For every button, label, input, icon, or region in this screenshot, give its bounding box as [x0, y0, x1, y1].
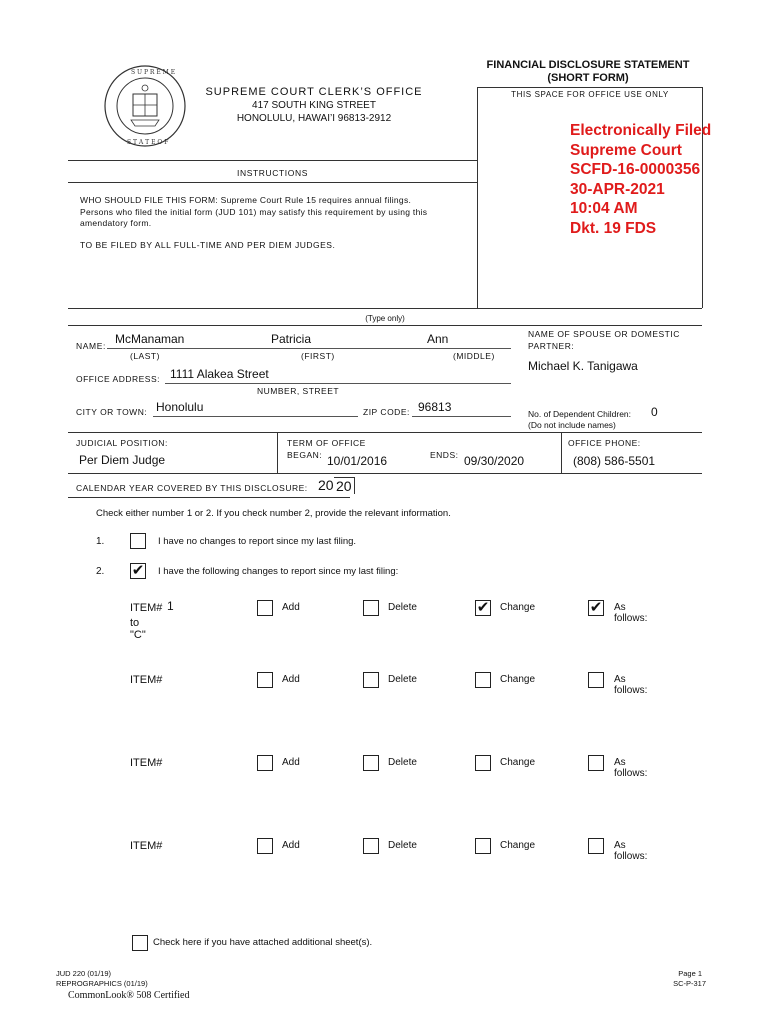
spouse-label-line-2: PARTNER:: [528, 340, 575, 351]
item-as-follows-label: As follows:: [614, 674, 648, 696]
calendar-year-prefix: 20: [318, 477, 334, 493]
item-change-checkbox[interactable]: [475, 755, 491, 771]
item-as-follows-label: As follows:: [614, 602, 648, 624]
office-use-box-left: [477, 87, 478, 308]
calendar-year-field[interactable]: 20: [334, 477, 355, 494]
item-add-label: Add: [282, 674, 300, 685]
item-delete-checkbox[interactable]: [363, 672, 379, 688]
option-2-text: I have the following changes to report since my last filing:: [158, 566, 399, 577]
form-title: FINANCIAL DISCLOSURE STATEMENT: [486, 59, 690, 71]
additional-sheets-text: Check here if you have attached additional sheet(s).: [153, 937, 373, 948]
office-name: SUPREME COURT CLERK’S OFFICE: [205, 86, 423, 98]
item-as-follows-label: As follows:: [614, 757, 648, 779]
office-use-box-bottom: [477, 308, 702, 309]
spouse-label: [528, 329, 680, 352]
item-delete-label: Delete: [388, 757, 417, 768]
item-as-follows-checkbox[interactable]: [588, 838, 604, 854]
item-extra-text: to "C": [130, 617, 146, 641]
item-as-follows-checkbox[interactable]: [588, 672, 604, 688]
middle-name-field[interactable]: Ann: [427, 332, 449, 346]
position-top-rule: [68, 432, 702, 433]
spouse-name-field[interactable]: Michael K. Tanigawa: [528, 359, 638, 373]
reprographics: REPROGRAPHICS (01/19): [56, 979, 148, 988]
item-add-checkbox[interactable]: [257, 600, 273, 616]
address-line-1: 417 SOUTH KING STREET: [252, 100, 376, 111]
position-divider-2: [561, 432, 562, 473]
item-add-label: Add: [282, 757, 300, 768]
item-number-field[interactable]: 1: [167, 599, 174, 613]
ends-label: ENDS:: [430, 450, 459, 460]
item-delete-label: Delete: [388, 840, 417, 851]
option-1-text: I have no changes to report since my last filing.: [158, 536, 357, 547]
item-label: ITEM#: [130, 757, 163, 769]
name-label: NAME:: [76, 341, 106, 351]
position-divider-1: [277, 432, 278, 473]
instructions-heading: INSTRUCTIONS: [237, 168, 308, 178]
additional-sheets-checkbox[interactable]: [132, 935, 148, 951]
certification-note: CommonLook® 508 Certified: [68, 990, 190, 1001]
stamp-line-3: SCFD-16-0000356: [570, 161, 701, 178]
svg-text:S U P R E M E: S U P R E M E: [131, 69, 176, 76]
item-change-label: Change: [500, 840, 536, 851]
item-delete-label: Delete: [388, 602, 417, 613]
name-underline: [107, 348, 511, 349]
first-caption: (FIRST): [301, 351, 335, 361]
who-line-2: Persons who filed the initial form (JUD 101) may satisfy this requirement by using this: [80, 206, 428, 217]
address-line-2: HONOLULU, HAWAI’I 96813-2912: [236, 113, 392, 124]
supreme-court-seal: [103, 64, 187, 148]
item-change-checkbox[interactable]: [475, 838, 491, 854]
item-change-checkbox[interactable]: [475, 672, 491, 688]
type-only-label: (Type only): [365, 314, 405, 323]
term-of-office-label: TERM OF OFFICE: [287, 438, 366, 448]
last-caption: (LAST): [130, 351, 160, 361]
item-change-checkbox[interactable]: ✔: [476, 599, 490, 616]
began-label: BEGAN:: [287, 450, 323, 460]
item-label: ITEM#: [130, 674, 163, 686]
item-as-follows-label: As follows:: [614, 840, 648, 862]
item-label: ITEM#: [130, 840, 163, 852]
stamp-line-1: Electronically Filed: [570, 122, 712, 139]
office-phone-field[interactable]: (808) 586-5501: [573, 454, 656, 468]
who-should-file: [80, 195, 427, 230]
last-name-field[interactable]: McManaman: [115, 332, 185, 346]
item-change-label: Change: [500, 757, 536, 768]
judicial-position-field[interactable]: Per Diem Judge: [79, 453, 166, 467]
item-delete-checkbox[interactable]: [363, 838, 379, 854]
office-address-field[interactable]: 1111 Alakea Street: [170, 367, 269, 381]
item-change-label: Change: [500, 674, 536, 685]
electronic-filing-stamp: [570, 121, 711, 238]
stamp-line-2: Supreme Court: [570, 141, 682, 159]
dependents-label: No. of Dependent Children:: [528, 409, 632, 419]
office-use-box-top: [477, 87, 702, 88]
filed-by-note: TO BE FILED BY ALL FULL-TIME AND PER DIEM JUDGES.: [80, 240, 336, 250]
instructions-heading-rule: [68, 182, 477, 183]
city-underline: [153, 416, 358, 417]
svg-text:S T A T E O F: S T A T E O F: [127, 139, 169, 146]
item-delete-label: Delete: [388, 674, 417, 685]
stamp-line-6: Dkt. 19 FDS: [570, 219, 657, 237]
office-address-underline: [165, 383, 511, 384]
stamp-line-4: 30-APR-2021: [570, 180, 665, 198]
option-1-checkbox[interactable]: [130, 533, 146, 549]
position-bottom-rule: [68, 473, 702, 474]
began-field[interactable]: 10/01/2016: [327, 454, 388, 468]
option-2-number: 2.: [96, 566, 105, 577]
calendar-bottom-rule: [68, 497, 350, 498]
who-line-1: WHO SHOULD FILE THIS FORM: Supreme Court Rule 15 requires annual filings.: [80, 195, 412, 205]
form-id: JUD 220 (01/19): [56, 969, 112, 978]
zip-underline: [412, 416, 511, 417]
ends-field[interactable]: 09/30/2020: [464, 454, 525, 468]
office-address-label: OFFICE ADDRESS:: [76, 374, 161, 384]
item-add-checkbox[interactable]: [257, 838, 273, 854]
item-as-follows-checkbox[interactable]: [588, 755, 604, 771]
item-add-checkbox[interactable]: [257, 755, 273, 771]
item-delete-checkbox[interactable]: [363, 755, 379, 771]
zip-field[interactable]: 96813: [418, 400, 452, 414]
page-number: Page 1: [678, 969, 702, 978]
who-line-3: amendatory form.: [80, 218, 152, 228]
zip-label: ZIP CODE:: [363, 407, 410, 417]
city-label: CITY OR TOWN:: [76, 407, 148, 417]
office-use-label: THIS SPACE FOR OFFICE USE ONLY: [511, 90, 669, 99]
item-add-label: Add: [282, 602, 300, 613]
dependents-field[interactable]: 0: [651, 405, 658, 419]
city-field[interactable]: Honolulu: [156, 400, 204, 414]
judicial-position-label: JUDICIAL POSITION:: [76, 438, 168, 448]
check-instruction: Check either number 1 or 2. If you check number 2, provide the relevant information.: [96, 508, 451, 519]
item-label: ITEM#: [130, 602, 163, 614]
type-only-top-rule: [68, 308, 477, 309]
item-as-follows-checkbox[interactable]: ✔: [589, 599, 603, 616]
item-delete-checkbox[interactable]: [363, 600, 379, 616]
office-phone-label: OFFICE PHONE:: [568, 438, 641, 448]
option-1-number: 1.: [96, 536, 105, 547]
form-code: SC-P-317: [673, 979, 706, 988]
first-name-field[interactable]: Patricia: [271, 332, 312, 346]
number-street-caption: NUMBER, STREET: [257, 386, 340, 396]
middle-caption: (MIDDLE): [453, 351, 495, 361]
item-add-checkbox[interactable]: [257, 672, 273, 688]
calendar-year-label: CALENDAR YEAR COVERED BY THIS DISCLOSURE:: [76, 483, 308, 493]
instructions-top-rule: [68, 160, 477, 161]
form-top-rule: [68, 325, 702, 326]
dependents-note: (Do not include names): [528, 420, 616, 430]
option-2-checkbox[interactable]: ✔: [131, 562, 145, 579]
spouse-label-line-1: NAME OF SPOUSE OR DOMESTIC: [528, 329, 680, 339]
item-add-label: Add: [282, 840, 300, 851]
stamp-line-5: 10:04 AM: [570, 200, 638, 217]
item-change-label: Change: [500, 602, 536, 613]
form-subtitle: (SHORT FORM): [547, 72, 629, 84]
